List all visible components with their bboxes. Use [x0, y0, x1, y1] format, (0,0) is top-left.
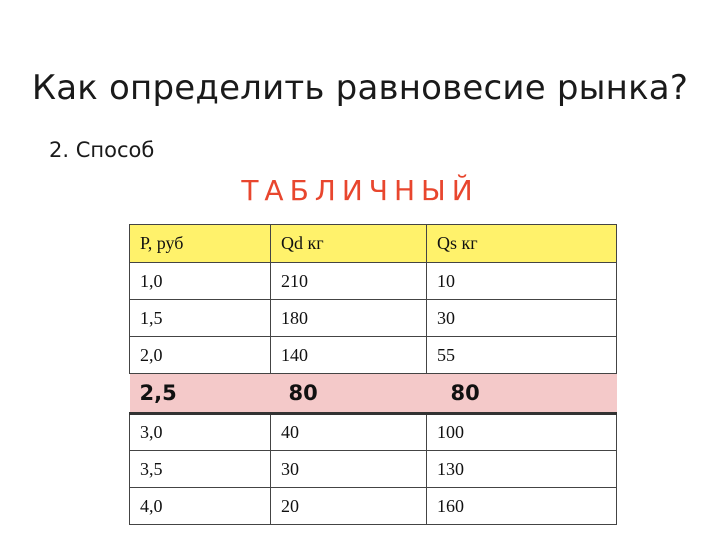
supply-cell: 160	[427, 488, 617, 525]
demand-cell: 180	[271, 300, 427, 337]
method-number: 2. Способ	[49, 138, 155, 162]
table-row	[130, 337, 617, 374]
price-cell: 2,0	[130, 337, 271, 374]
method-name: ТАБЛИЧНЫЙ	[241, 174, 479, 207]
equilibrium-demand-cell: 80	[271, 374, 427, 414]
table-header-row	[130, 225, 617, 263]
supply-cell: 130	[427, 451, 617, 488]
table-row	[130, 451, 617, 488]
demand-cell: 140	[271, 337, 427, 374]
price-cell: 4,0	[130, 488, 271, 525]
table-row	[130, 488, 617, 525]
header-demand: Qd кг	[271, 225, 427, 263]
equilibrium-row	[130, 374, 617, 414]
price-cell: 3,0	[130, 414, 271, 451]
demand-cell: 210	[271, 263, 427, 300]
slide-title: Как определить равновесие рынка?	[31, 68, 689, 108]
equilibrium-price-cell: 2,5	[130, 374, 271, 414]
supply-cell: 30	[427, 300, 617, 337]
equilibrium-table	[129, 224, 617, 525]
price-cell: 1,0	[130, 263, 271, 300]
price-cell: 3,5	[130, 451, 271, 488]
table-row	[130, 300, 617, 337]
supply-cell: 100	[427, 414, 617, 451]
supply-cell: 55	[427, 337, 617, 374]
price-cell: 1,5	[130, 300, 271, 337]
equilibrium-supply-cell: 80	[427, 374, 617, 414]
header-price: Р, руб	[130, 225, 271, 263]
table-row	[130, 414, 617, 451]
demand-cell: 30	[271, 451, 427, 488]
supply-cell: 10	[427, 263, 617, 300]
demand-cell: 20	[271, 488, 427, 525]
demand-cell: 40	[271, 414, 427, 451]
header-supply: Qs кг	[427, 225, 617, 263]
table-row	[130, 263, 617, 300]
